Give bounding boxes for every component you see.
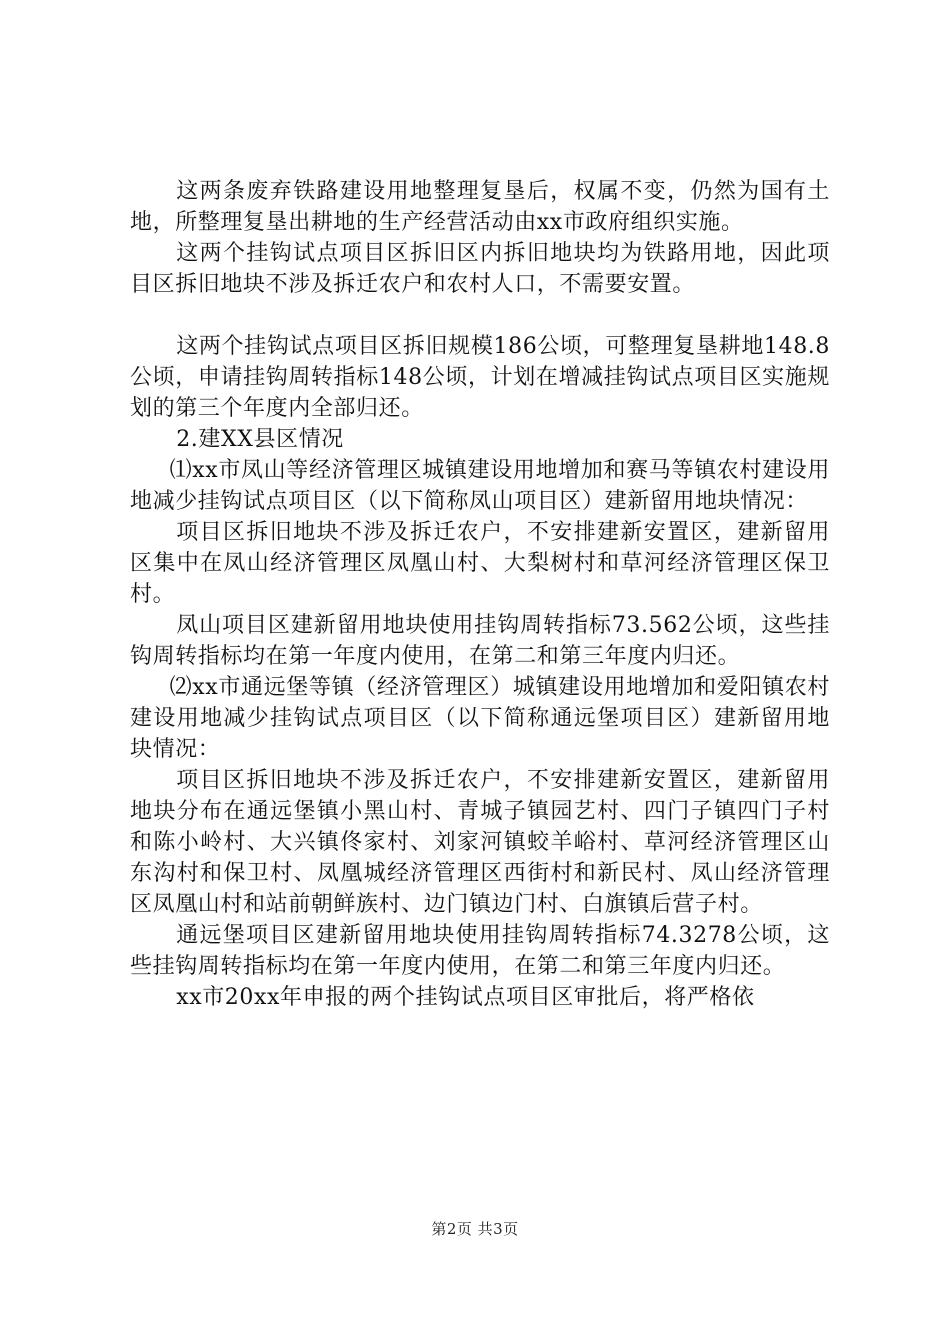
page-number-footer: 第2页 共3页 (431, 1220, 519, 1238)
paragraph-tongyuanpu-project: ⑵xx市通远堡等镇（经济管理区）城镇建设用地增加和爱阳镇农村建设用地减少挂钩试点项目区（以下简称通远堡项目区）建新留用地块情况： (130, 675, 830, 762)
paragraph-fengshan-quota: 凤山项目区建新留用地块使用挂钩周转指标73.562公顷，这些挂钩周转指标均在第一年度内使用，在第二和第三年度内归还。 (130, 613, 830, 669)
paragraph-fengshan-project: ⑴xx市凤山等经济管理区城镇建设用地增加和赛马等镇农村建设用地减少挂钩试点项目区（以下简称凤山项目区）建新留用地块情况： (130, 458, 830, 514)
paragraph-demolition-scale: 这两个挂钩试点项目区拆旧规模186公顷，可整理复垦耕地148.8公顷，申请挂钩周转指标148公顷，计划在增减挂钩试点项目区实施规划的第三个年度内全部归还。 (130, 334, 830, 421)
section-heading-new-construction: 2.建XX县区情况 (176, 427, 344, 452)
paragraph-reclamation-ownership: 这两条废弃铁路建设用地整理复垦后，权属不变，仍然为国有土地，所整理复垦出耕地的生产经营活动由xx市政府组织实施。 (130, 179, 830, 235)
paragraph-railway-land: 这两个挂钩试点项目区拆旧区内拆旧地块均为铁路用地，因此项目区拆旧地块不涉及拆迁农户和农村人口，不需要安置。 (130, 241, 830, 297)
paragraph-fengshan-retention-area: 项目区拆旧地块不涉及拆迁农户，不安排建新安置区，建新留用区集中在凤山经济管理区凤凰山村、大梨树村和草河经济管理区保卫村。 (130, 520, 830, 607)
paragraph-approval: xx市20xx年申报的两个挂钩试点项目区审批后，将严格依 (176, 985, 755, 1010)
document-body (130, 176, 830, 1013)
paragraph-tongyuanpu-quota: 通远堡项目区建新留用地块使用挂钩周转指标74.3278公顷，这些挂钩周转指标均在第一年度内使用，在第二和第三年度内归还。 (130, 923, 830, 979)
paragraph-tongyuanpu-retention-area: 项目区拆旧地块不涉及拆迁农户，不安排建新安置区，建新留用地块分布在通远堡镇小黑山村、青城子镇园艺村、四门子镇四门子村和陈小岭村、大兴镇佟家村、刘家河镇蛟羊峪村、草河经济管理区山东沟村和保卫村、凤凰城经济管理区西街村和新民村、凤山经济管理区凤凰山村和站前朝鲜族村、边门镇边门村、白旗镇后营子村。 (130, 768, 830, 917)
